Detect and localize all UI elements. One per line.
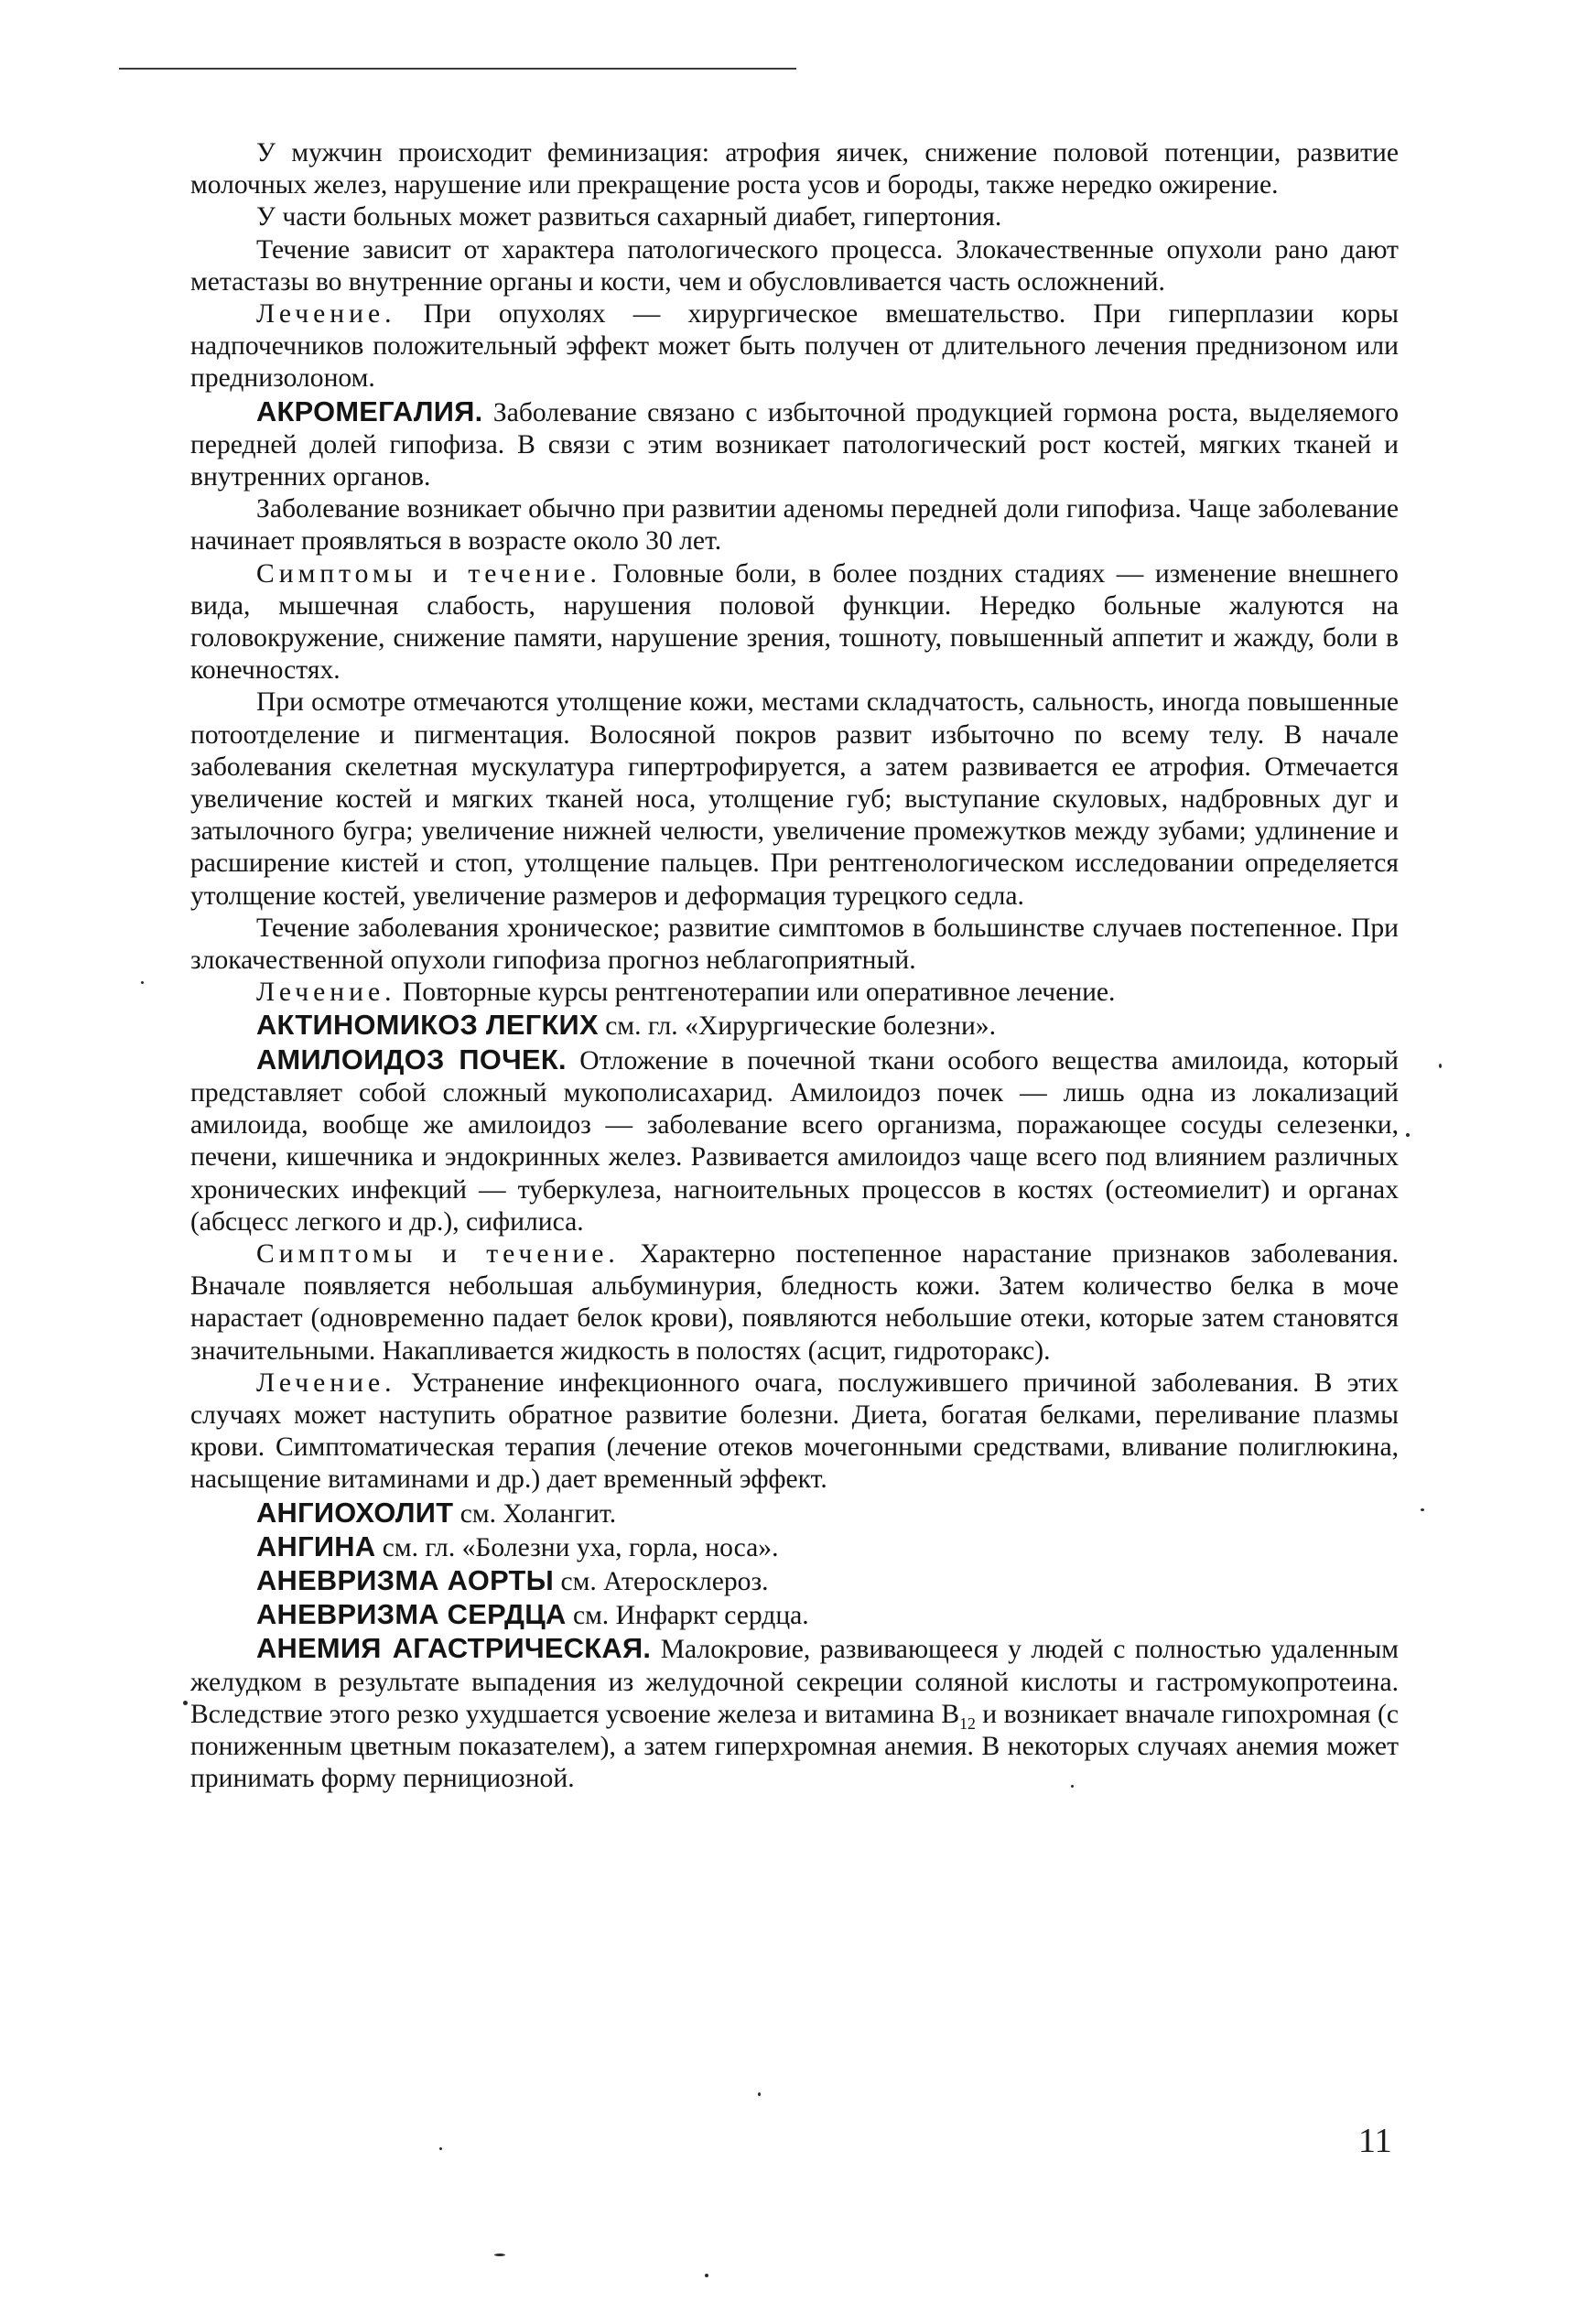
scan-speck [141, 981, 144, 984]
scan-speck [183, 1701, 188, 1705]
entry-actinomycosis [190, 1009, 1399, 1043]
treatment-label: Лечение. [256, 978, 396, 1008]
entry-text: Отложение в почечной ткани особого вещества амилоида, который представляет собой сложный мукополисахарид. Амилоидоз почек — лишь одна из локализаций амилоида, вообще же амилоидоз — заболевание всего организма, поражающее сосуды селезенки, печени, кишечника и эндокринных желез. Развивается амилоидоз чаще всего под влиянием различных хронических инфекций — туберкулеза, нагноительных процессов в костях (остеомиелит) и органах (абсцесс легкого и др.), сифилиса. [190, 1045, 1399, 1237]
entry-term: АНГИОХОЛИТ [256, 1496, 454, 1529]
scan-speck [1406, 1133, 1410, 1137]
entry-term: АНЕВРИЗМА АОРТЫ [256, 1563, 555, 1596]
entry-text: см. Атеросклероз. [554, 1566, 769, 1596]
entry-text: см. гл. «Хирургические болезни». [598, 1011, 996, 1042]
scan-speck [494, 2254, 505, 2256]
symptoms-text: Головные боли, в более поздних стадиях — изменение внешнего вида, мышечная слабость, нарушения половой функции. Нередко больные жалуются на головокружение, снижение памяти, нарушение зрения, тошноту, повышенный аппетит и жажду, боли в конечностях. [190, 558, 1399, 686]
treatment-text: Повторные курсы рентгенотерапии или оперативное лечение. [395, 978, 1116, 1008]
symptoms-label: Симптомы и течение. [256, 558, 601, 589]
entry-text: Заболевание связано с избыточной продукцией гормона роста, выделяемого передней долей гипофиза. В связи с этим возникает патологический рост костей, мягких тканей и внутренних органов. [190, 397, 1399, 492]
scan-speck [1071, 1785, 1074, 1788]
entry-term: АНЕМИЯ АГАСТРИЧЕСКАЯ. [256, 1632, 652, 1665]
acromegaly-onset: Заболевание возникает обычно при развитии аденомы передней доли гипофиза. Чаще заболевание начинает проявляться в возрасте около 30 лет. [190, 494, 1399, 557]
entry-text: см. Холангит. [453, 1498, 617, 1529]
cross-reference [256, 1530, 1399, 1564]
cross-references [190, 1497, 1399, 1633]
paragraph-treatment [190, 298, 1399, 395]
symptoms-text: Характерно постепенное нарастание признаков заболевания. Вначале появляется небольшая альбуминурия, бледность кожи. Затем количество белка в моче нарастает (одновременно падает белок крови), появляются небольшие отеки, которые затем становятся значительными. Накапливается жидкость в полостях (асцит, гидроторакс). [190, 1238, 1399, 1366]
amyloidosis-treatment [190, 1367, 1399, 1497]
cross-reference [256, 1497, 1399, 1530]
cross-reference [256, 1564, 1399, 1598]
page-body [190, 137, 1399, 1795]
entry-anemia [190, 1632, 1399, 1795]
acromegaly-course: Течение заболевания хроническое; развитие симптомов в большинстве случаев постепенное. При злокачественной опухоли гипофиза прогноз неблагоприятный. [190, 913, 1399, 976]
scan-speck [758, 2092, 761, 2096]
entry-text: см. гл. «Болезни уха, горла, носа». [375, 1532, 779, 1562]
scan-speck [705, 2274, 708, 2277]
paragraph-diabetes: У части больных может развиться сахарный диабет, гипертония. [256, 202, 1002, 232]
acromegaly-treatment [190, 977, 1399, 1009]
entry-amyloidosis [190, 1043, 1399, 1238]
scan-speck [1439, 1064, 1442, 1068]
paragraph-course: Течение зависит от характера патологического процесса. Злокачественные опухоли рано дают метастазы во внутренние органы и кости, чем и обусловливается часть осложнений. [190, 234, 1399, 297]
acromegaly-symptoms [190, 558, 1399, 687]
paragraph-feminization: У мужчин происходит феминизация: атрофия яичек, снижение половой потенции, развитие молочных желез, нарушение или прекращение роста усов и бороды, также нередко ожирение. [190, 138, 1399, 200]
entry-term: АКТИНОМИКОЗ ЛЕГКИХ [256, 1009, 599, 1042]
entry-term: АМИЛОИДОЗ ПОЧЕК. [256, 1043, 567, 1076]
symptoms-label: Симптомы и течение. [256, 1238, 620, 1269]
entry-term: АНГИНА [256, 1530, 376, 1562]
treatment-label: Лечение. [256, 299, 396, 330]
entry-term: АКРОМЕГАЛИЯ. [256, 395, 483, 427]
entry-acromegaly [190, 395, 1399, 494]
scan-speck [1421, 1508, 1424, 1511]
top-rule [119, 68, 796, 70]
treatment-text: При опухолях — хирургическое вмешательство. При гиперплазии коры надпочечников положительный эффект может быть получен от длительного лечения преднизоном или преднизолоном. [190, 299, 1399, 394]
entry-term: АНЕВРИЗМА СЕРДЦА [256, 1598, 567, 1631]
entry-text: см. Инфаркт сердца. [566, 1601, 809, 1631]
treatment-text: Устранение инфекционного очага, послужившего причиной заболевания. В этих случаях может наступить обратное развитие болезни. Диета, богатая белками, переливание плазмы крови. Симптоматическая терапия (лечение отеков мочегонными средствами, вливание полиглюкина, насыщение витаминами и др.) дает временный эффект. [190, 1367, 1399, 1495]
entry-text-continued: и возникает вначале гипохромная (с пониженным цветным показателем), а затем гиперхромная анемия. В некоторых случаях анемия может принимать форму пернициозной. [190, 1699, 1399, 1794]
treatment-label: Лечение. [256, 1367, 396, 1398]
page-number: 11 [1358, 2122, 1392, 2160]
cross-reference [256, 1598, 1399, 1632]
entry-text: Малокровие, развивающееся у людей с полностью удаленным желудком в результате выпадения из желудочной секреции соляной кислоты и гастромукопротеина. Вследствие этого резко ухудшается усвоение железа и витамина B [190, 1635, 1399, 1729]
vitamin-subscript: 12 [959, 1713, 976, 1733]
amyloidosis-symptoms [190, 1238, 1399, 1367]
acromegaly-exam: При осмотре отмечаются утолщение кожи, местами складчатость, сальность, иногда повышенные потоотделение и пигментация. Волосяной покров развит избыточно по всему телу. В начале заболевания скелетная мускулатура гипертрофируется, а затем развивается ее атрофия. Отмечается увеличение костей и мягких тканей носа, утолщение губ; выступание скуловых, надбровных дуг и затылочного бугра; увеличение нижней челюсти, увеличение промежутков между зубами; удлинение и расширение кистей и стоп, утолщение пальцев. При рентгенологическом исследовании определяется утолщение костей, увеличение размеров и деформация турецкого седла. [190, 687, 1399, 911]
scan-speck [439, 2147, 442, 2150]
